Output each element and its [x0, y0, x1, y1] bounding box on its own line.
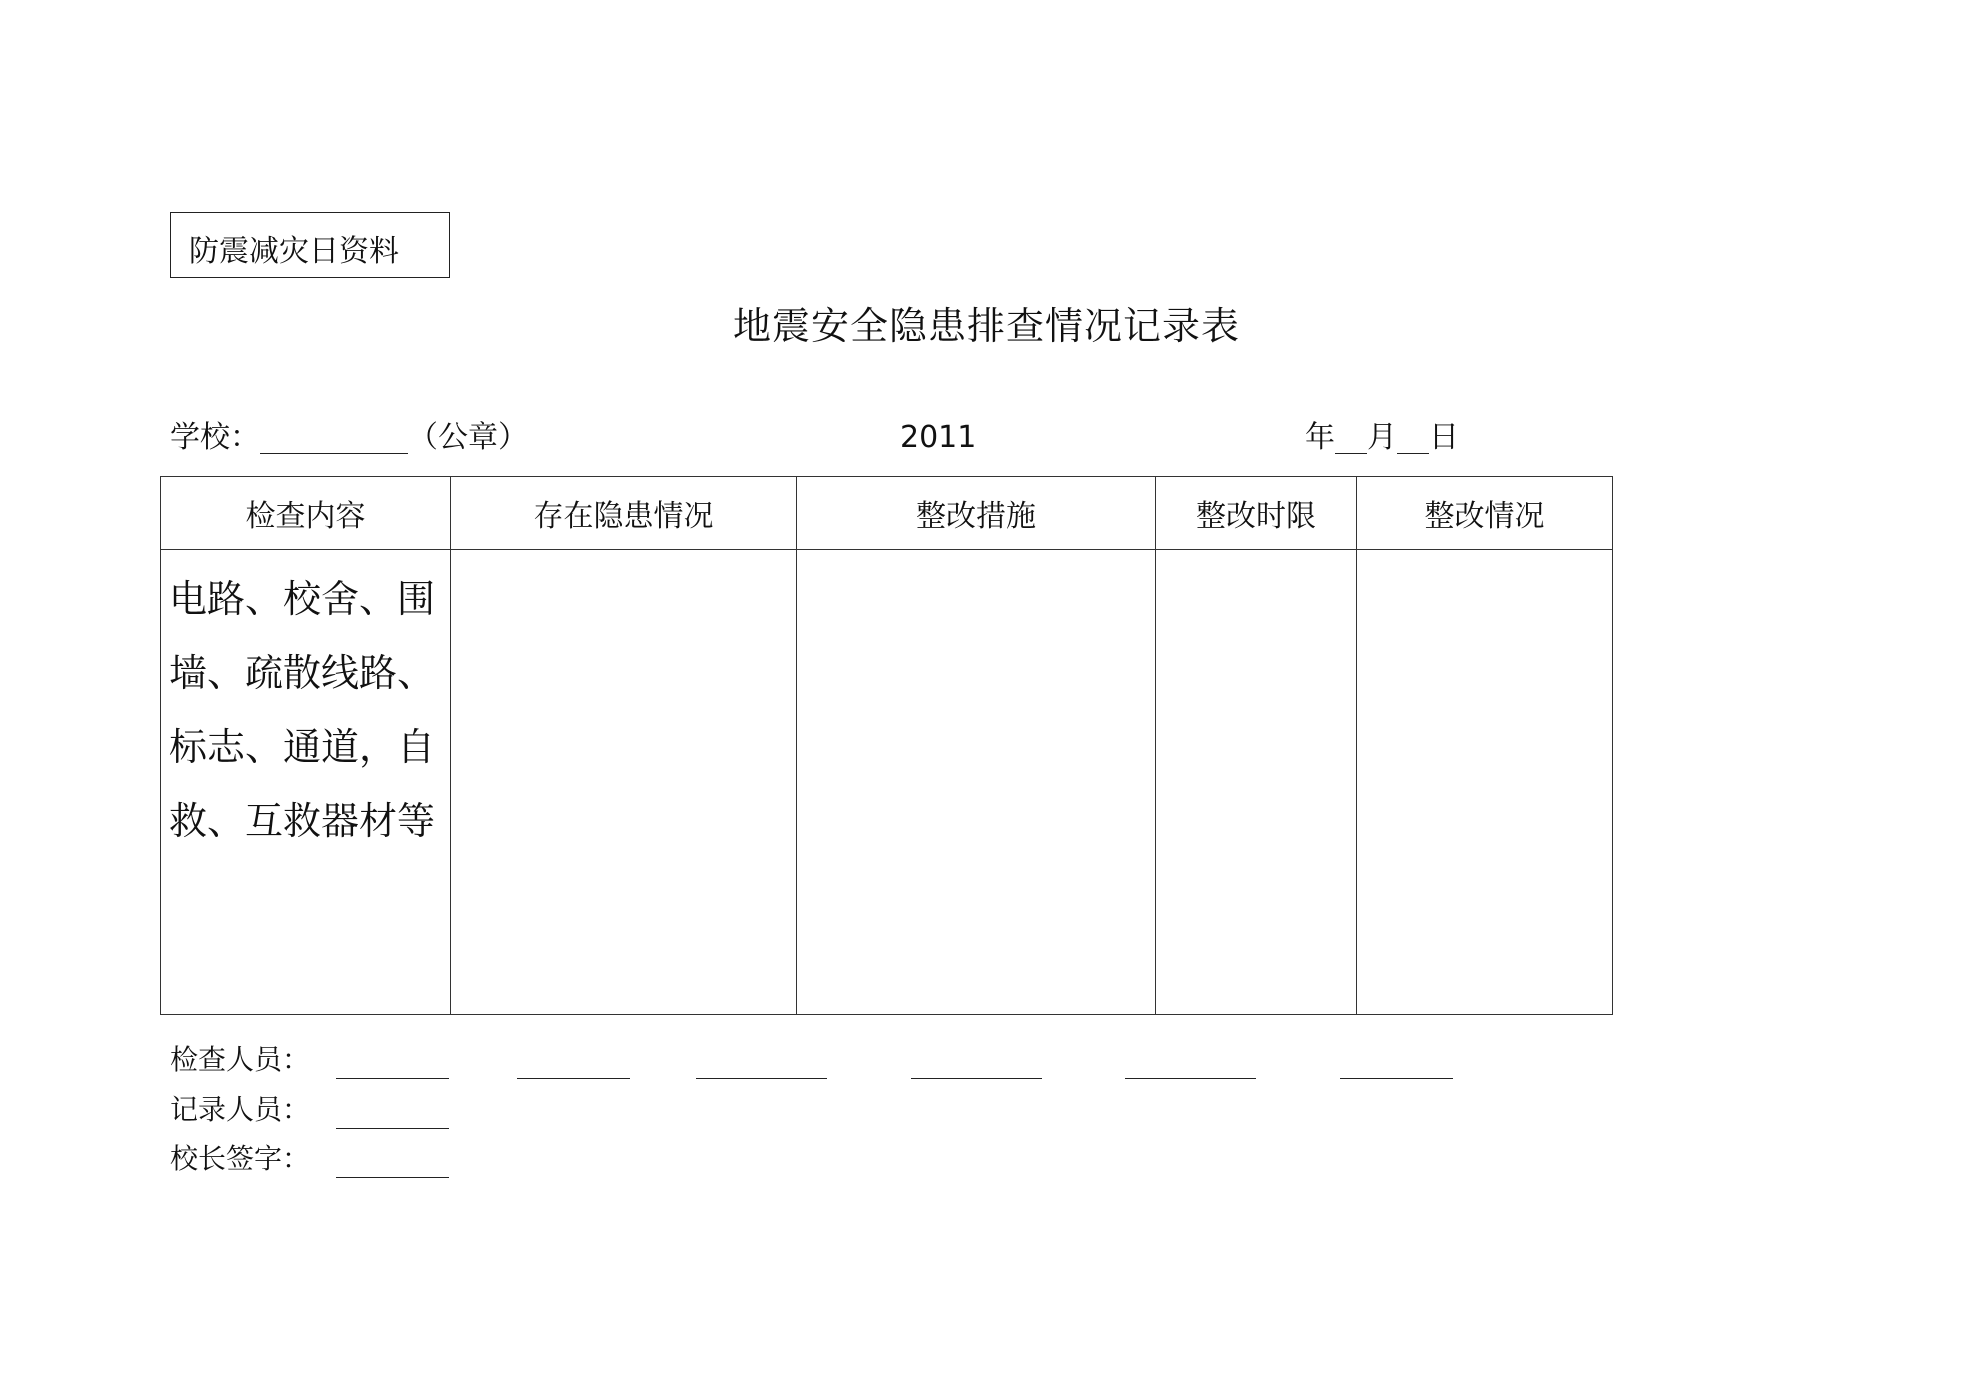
existing-hazards-cell[interactable] [451, 550, 797, 1015]
inspector-signature-field-1[interactable] [336, 1048, 449, 1079]
recorder-signature-field[interactable] [336, 1098, 449, 1129]
document-tag-label: 防震减灾日资料 [189, 234, 399, 269]
year-value: 2011 [900, 420, 977, 455]
school-name-field[interactable] [260, 423, 408, 454]
inspector-signature-field-5[interactable] [1125, 1048, 1256, 1079]
table-row [161, 550, 1613, 1015]
inspector-signature-field-3[interactable] [696, 1048, 827, 1079]
rectification-status-cell[interactable] [1357, 550, 1613, 1015]
document-tag [170, 212, 450, 278]
inspector-signature-field-6[interactable] [1340, 1048, 1453, 1079]
day-label: 日 [1429, 420, 1459, 455]
header-existing-hazards: 存在隐患情况 [451, 477, 797, 550]
year-label: 年 [1305, 420, 1335, 455]
inspectors-label: 检查人员： [170, 1043, 311, 1076]
rectification-measures-cell[interactable] [797, 550, 1156, 1015]
inspection-content-cell: 电路、校舍、围墙、疏散线路、标志、通道，自救、互救器材等 [161, 550, 451, 1015]
rectification-deadline-cell[interactable] [1156, 550, 1357, 1015]
principal-label: 校长签字： [170, 1142, 311, 1175]
header-rectification-status: 整改情况 [1357, 477, 1613, 550]
principal-signature-field[interactable] [336, 1147, 449, 1178]
recorder-label: 记录人员： [170, 1093, 311, 1126]
page-title: 地震安全隐患排查情况记录表 [732, 304, 1240, 348]
day-field[interactable] [1397, 423, 1429, 454]
date-line [1305, 418, 1459, 458]
seal-label: （公章） [408, 420, 528, 455]
table-header-row [161, 477, 1613, 550]
inspector-signature-field-4[interactable] [911, 1048, 1042, 1079]
header-rectification-deadline: 整改时限 [1156, 477, 1357, 550]
header-rectification-measures: 整改措施 [797, 477, 1156, 550]
inspection-table [160, 476, 1613, 1015]
inspector-signature-field-2[interactable] [517, 1048, 630, 1079]
school-line [170, 418, 528, 458]
school-label: 学校： [170, 420, 260, 455]
header-inspection-content: 检查内容 [161, 477, 451, 550]
month-label: 月 [1367, 420, 1397, 455]
month-field[interactable] [1335, 423, 1367, 454]
